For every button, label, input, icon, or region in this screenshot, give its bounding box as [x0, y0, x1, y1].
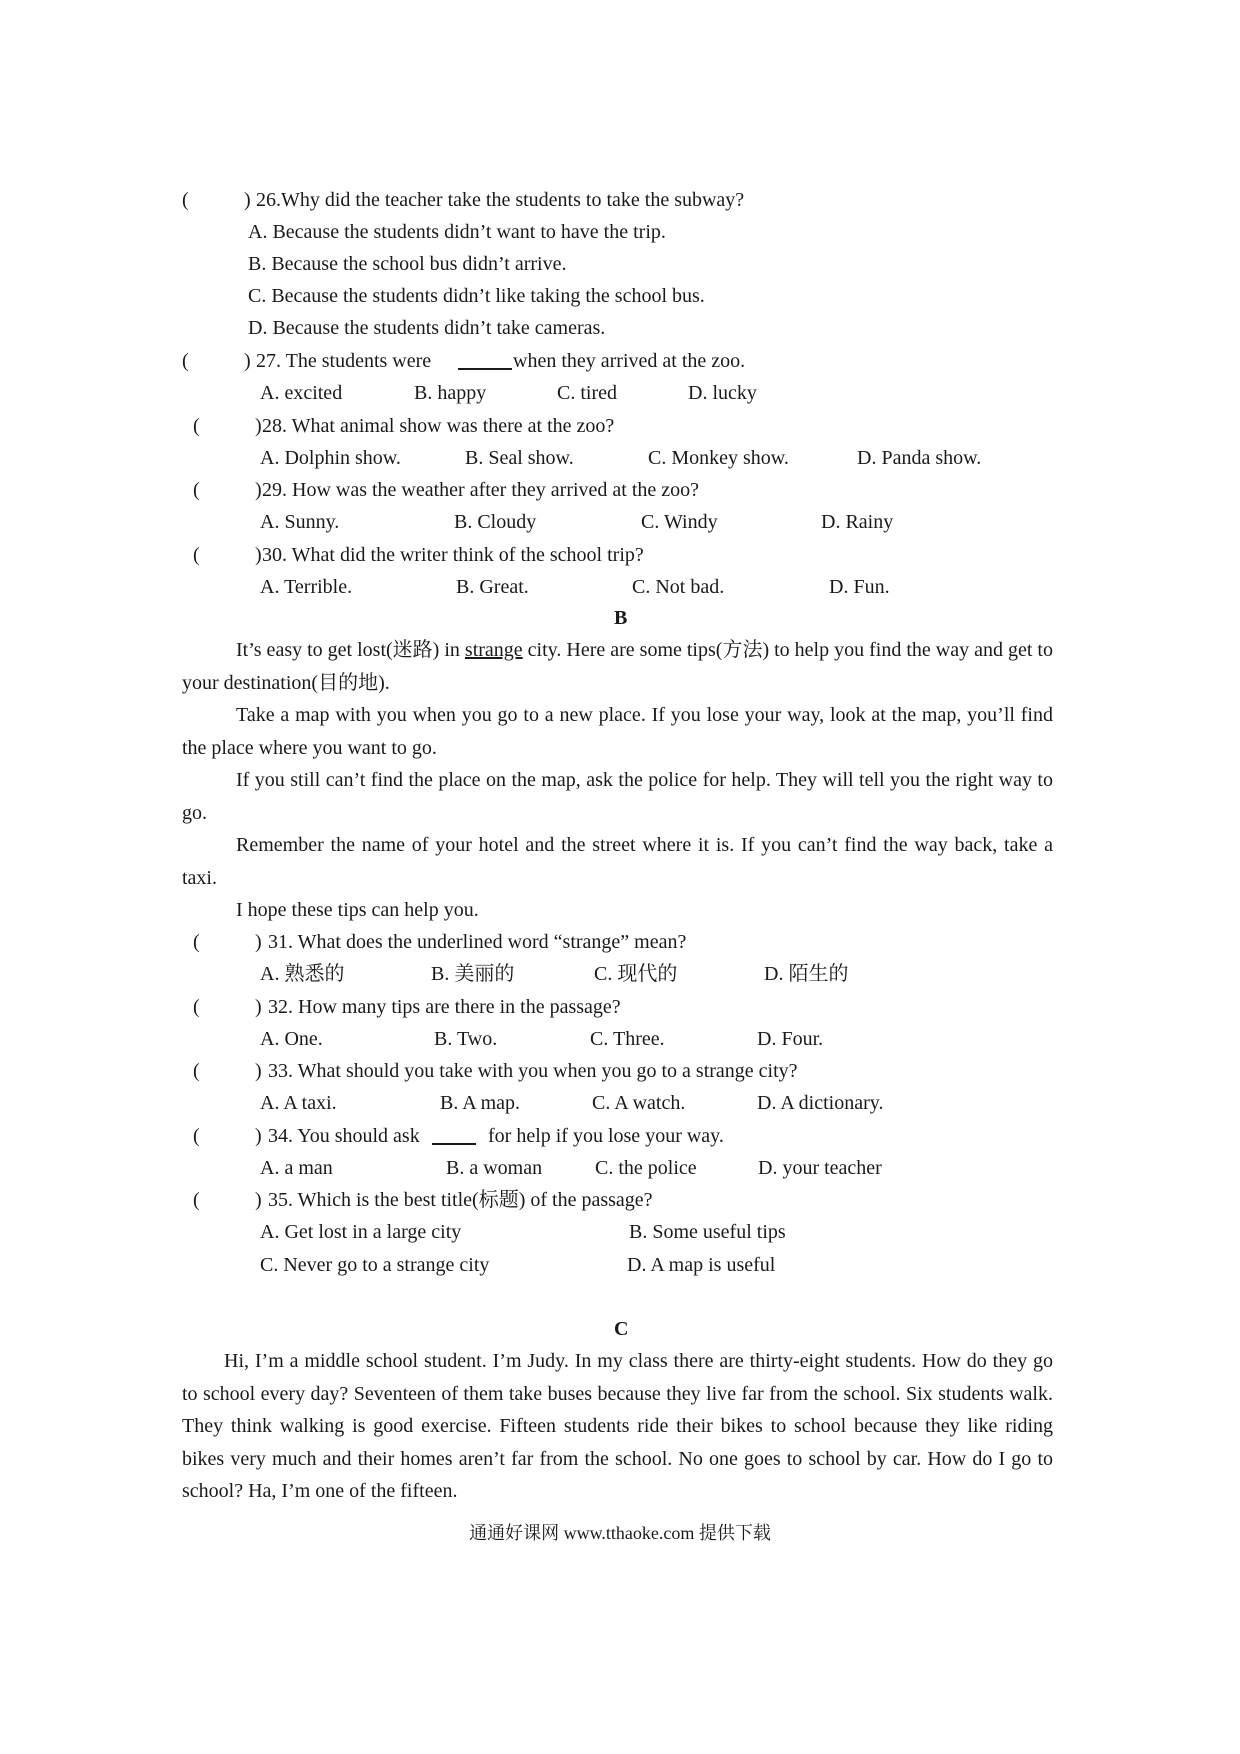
- question-stem-before-blank: 27. The students were: [256, 350, 432, 372]
- question-stem-after-blank: for help if you lose your way.: [488, 1125, 724, 1147]
- option-b: B. Some useful tips: [629, 1221, 786, 1243]
- option-d: D. Four.: [757, 1028, 824, 1050]
- answer-paren-open: (: [182, 350, 189, 372]
- passage-text: I hope these tips can help you.: [236, 899, 479, 921]
- option-b: B. a woman: [446, 1157, 543, 1179]
- answer-paren-close: ): [255, 1189, 262, 1211]
- option-d: D. Fun.: [829, 576, 890, 598]
- passage-text: Take a map with you when you go to a new place. If you lose your way, look at the map, you’ll find the place where you want to go.: [182, 704, 1053, 759]
- passage-text: Remember the name of your hotel and the street where it is. If you can’t find the way back, take a taxi.: [182, 834, 1053, 889]
- answer-paren-close: ): [255, 1125, 262, 1147]
- option-b: B. happy: [414, 382, 487, 404]
- answer-paren-open: (: [193, 544, 200, 566]
- option-c: C. Three.: [590, 1028, 665, 1050]
- option-b: B. 美丽的: [431, 963, 515, 985]
- section-b-heading: B: [614, 607, 628, 629]
- answer-paren-open: (: [182, 189, 189, 211]
- answer-paren-close: ): [255, 479, 262, 501]
- option-b: B. Because the school bus didn’t arrive.: [248, 253, 567, 275]
- option-b: B. Two.: [434, 1028, 498, 1050]
- passage-text: city. Here are some tips(方法) to help you find the way and get to your destination(目的地).: [182, 639, 1053, 694]
- question-stem: 26.Why did the teacher take the students to take the subway?: [256, 189, 745, 211]
- option-c: C. Never go to a strange city: [260, 1254, 490, 1276]
- option-a: A. a man: [260, 1157, 333, 1179]
- answer-paren-close: ): [244, 350, 251, 372]
- option-d: D. 陌生的: [764, 963, 849, 985]
- passage-b-paragraph-2: [182, 699, 1053, 764]
- option-c: C. Because the students didn’t like taking the school bus.: [248, 285, 705, 307]
- answer-paren-open: (: [193, 1189, 200, 1211]
- option-c: C. Not bad.: [632, 576, 725, 598]
- option-c: C. 现代的: [594, 963, 678, 985]
- option-c: C. Monkey show.: [648, 447, 789, 469]
- section-c-heading: C: [614, 1318, 629, 1340]
- question-stem: 33. What should you take with you when you go to a strange city?: [268, 1060, 798, 1082]
- option-a: A. One.: [260, 1028, 323, 1050]
- option-a: A. A taxi.: [260, 1092, 337, 1114]
- option-a: A. Because the students didn’t want to have the trip.: [248, 221, 666, 243]
- question-stem: 32. How many tips are there in the passage?: [268, 996, 621, 1018]
- option-c: C. A watch.: [592, 1092, 686, 1114]
- option-d: D. Because the students didn’t take cameras.: [248, 317, 606, 339]
- answer-paren-open: (: [193, 1060, 200, 1082]
- option-d: D. lucky: [688, 382, 757, 404]
- option-d: D. A map is useful: [627, 1254, 776, 1276]
- option-a: A. excited: [260, 382, 343, 404]
- answer-paren-open: (: [193, 931, 200, 953]
- option-b: B. A map.: [440, 1092, 521, 1114]
- option-a: A. Dolphin show.: [260, 447, 401, 469]
- passage-b-paragraph-4: [182, 829, 1053, 894]
- answer-paren-close: ): [255, 996, 262, 1018]
- passage-c-paragraph-1: [182, 1345, 1053, 1508]
- option-a: A. Get lost in a large city: [260, 1221, 462, 1243]
- question-stem-after-blank: when they arrived at the zoo.: [513, 350, 746, 372]
- option-a: A. Terrible.: [260, 576, 353, 598]
- answer-paren-close: ): [255, 931, 262, 953]
- passage-b-paragraph-5: [182, 894, 1053, 927]
- answer-blank: [432, 1127, 476, 1145]
- answer-paren-close: ): [244, 189, 251, 211]
- option-b: B. Cloudy: [454, 511, 537, 533]
- passage-text: Hi, I’m a middle school student. I’m Judy. In my class there are thirty-eight students. How do they go to school every day? Seventeen of them take buses because they live far from the school. Six students walk. They think walking is good exercise. Fifteen students ride their bikes to school because they like riding bikes very much and their homes aren’t far from the school. No one goes to school by car. How do I go to school? Ha, I’m one of the fifteen.: [182, 1350, 1053, 1503]
- answer-paren-close: ): [255, 1060, 262, 1082]
- answer-paren-open: (: [193, 996, 200, 1018]
- question-stem: 29. How was the weather after they arrived at the zoo?: [262, 479, 700, 501]
- passage-text: It’s easy to get lost(迷路) in: [236, 639, 465, 661]
- answer-paren-open: (: [193, 415, 200, 437]
- question-stem: 35. Which is the best title(标题) of the passage?: [268, 1189, 653, 1211]
- question-stem: 28. What animal show was there at the zoo?: [262, 415, 615, 437]
- page-footer: 通通好课网 www.tthaoke.com 提供下载: [469, 1523, 771, 1543]
- question-stem: 31. What does the underlined word “strange” mean?: [268, 931, 687, 953]
- option-c: C. the police: [595, 1157, 697, 1179]
- answer-paren-open: (: [193, 1125, 200, 1147]
- option-d: D. Panda show.: [857, 447, 982, 469]
- option-a: A. Sunny.: [260, 511, 340, 533]
- option-c: C. Windy: [641, 511, 718, 533]
- option-d: D. A dictionary.: [757, 1092, 884, 1114]
- option-d: D. Rainy: [821, 511, 894, 533]
- answer-paren-close: ): [255, 415, 262, 437]
- question-stem-before-blank: 34. You should ask: [268, 1125, 420, 1147]
- answer-paren-close: ): [255, 544, 262, 566]
- option-b: B. Great.: [456, 576, 529, 598]
- question-stem: 30. What did the writer think of the school trip?: [262, 544, 644, 566]
- answer-paren-open: (: [193, 479, 200, 501]
- answer-blank: [458, 352, 512, 370]
- option-a: A. 熟悉的: [260, 963, 345, 985]
- passage-text: If you still can’t find the place on the map, ask the police for help. They will tell you the right way to go.: [182, 769, 1053, 824]
- underlined-word: strange: [464, 639, 523, 661]
- option-d: D. your teacher: [758, 1157, 882, 1179]
- passage-b-paragraph-3: [182, 764, 1053, 829]
- option-c: C. tired: [557, 382, 617, 404]
- option-b: B. Seal show.: [465, 447, 574, 469]
- passage-b-paragraph-1: [182, 634, 1053, 699]
